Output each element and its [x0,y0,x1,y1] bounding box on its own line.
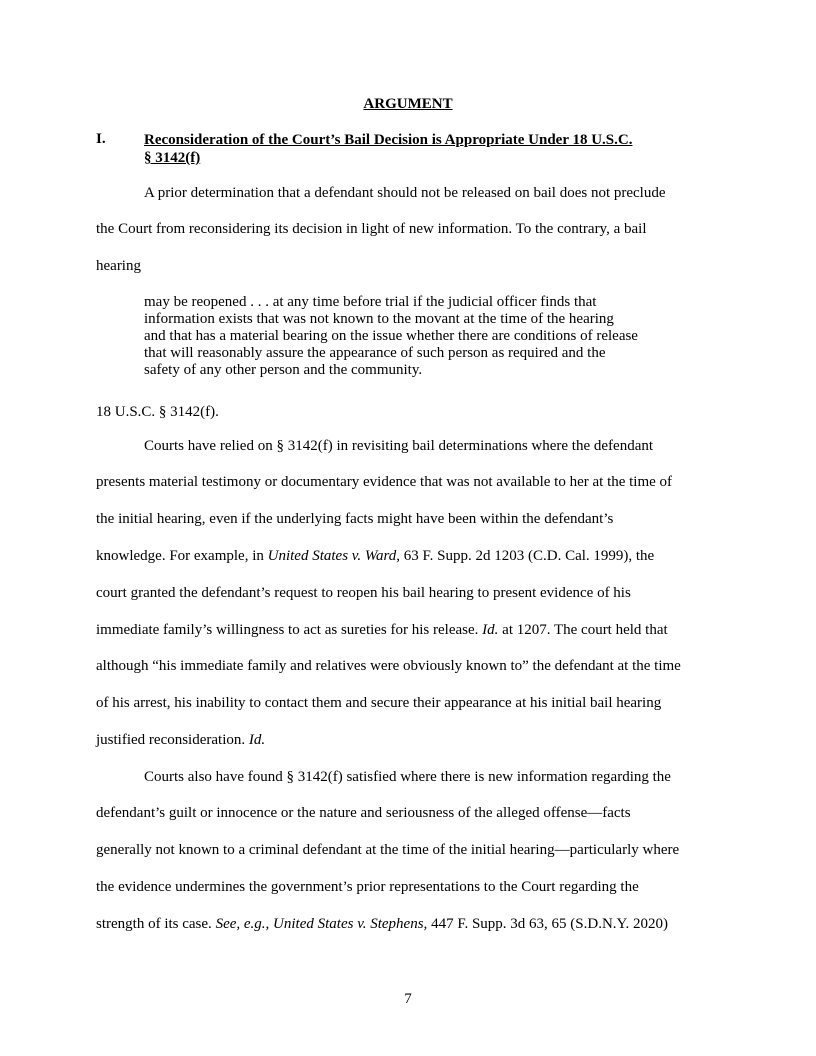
section-title-line-1: Reconsideration of the Court’s Bail Decision is Appropriate Under 18 U.S.C. [144,132,633,148]
para3-line-4: the evidence undermines the government’s prior representations to the Court regarding the [96,879,639,895]
argument-heading: ARGUMENT [363,96,453,112]
quote-line-1: may be reopened . . . at any time before trial if the judicial officer finds that [144,294,597,310]
para1-line-1: A prior determination that a defendant should not be released on bail does not preclude [144,185,666,201]
para2-line-6 [96,621,668,639]
section-title [144,131,734,167]
para2-line-4-text-a: knowledge. For example, in [96,548,268,564]
para2-line-3: the initial hearing, even if the underlying facts might have been within the defendant’s [96,511,614,527]
statute-citation: 18 U.S.C. § 3142(f). [96,404,219,420]
para2-line-8: of his arrest, his inability to contact them and secure their appearance at his initial bail hearing [96,695,662,711]
para2-line-1: Courts have relied on § 3142(f) in revisiting bail determinations where the defendant [144,438,654,454]
quote-line-3: and that has a material bearing on the issue whether there are conditions of release [144,328,638,344]
para2-line-2: presents material testimony or documentary evidence that was not available to her at the time of [96,474,673,490]
section-number: I. [96,131,106,147]
quote-line-5: safety of any other person and the community. [144,362,423,378]
id-citation-2: Id. [248,732,266,748]
para1-line-2: the Court from reconsidering its decision in light of new information. To the contrary, a bail [96,221,647,237]
para2-line-4-text-b: 63 F. Supp. 2d 1203 (C.D. Cal. 1999), the [400,548,655,564]
para3-line-3: generally not known to a criminal defendant at the time of the initial hearing—particularly where [96,842,680,858]
para2-line-5: court granted the defendant’s request to reopen his bail hearing to present evidence of his [96,585,631,601]
case-name-ward: United States v. Ward, [267,548,400,564]
para3-line-5-text-b: 447 F. Supp. 3d 63, 65 (S.D.N.Y. 2020) [427,916,668,932]
page-number: 7 [404,991,412,1007]
para3-line-2: defendant’s guilt or innocence or the nature and seriousness of the alleged offense—facts [96,805,631,821]
para3-line-5 [96,915,668,933]
case-name-stephens: See, e.g., United States v. Stephens, [215,916,428,932]
para1-line-3: hearing [96,258,141,274]
para2-line-6-text-a: immediate family’s willingness to act as sureties for his release. [96,622,483,638]
quote-line-2: information exists that was not known to the movant at the time of the hearing [144,311,614,327]
para2-line-7: although “his immediate family and relatives were obviously known to” the defendant at the time [96,658,681,674]
para2-line-9-text-a: justified reconsideration. [96,732,249,748]
para3-line-5-text-a: strength of its case. [96,916,216,932]
para3-line-1: Courts also have found § 3142(f) satisfied where there is new information regarding the [144,769,671,785]
quote-line-4: that will reasonably assure the appearance of such person as required and the [144,345,606,361]
section-title-line-2: § 3142(f) [144,150,201,166]
id-citation: Id. [482,622,499,638]
para2-line-9 [96,731,265,749]
para2-line-6-text-b: at 1207. The court held that [498,622,668,638]
block-quote [144,294,684,379]
para2-line-4 [96,547,654,565]
